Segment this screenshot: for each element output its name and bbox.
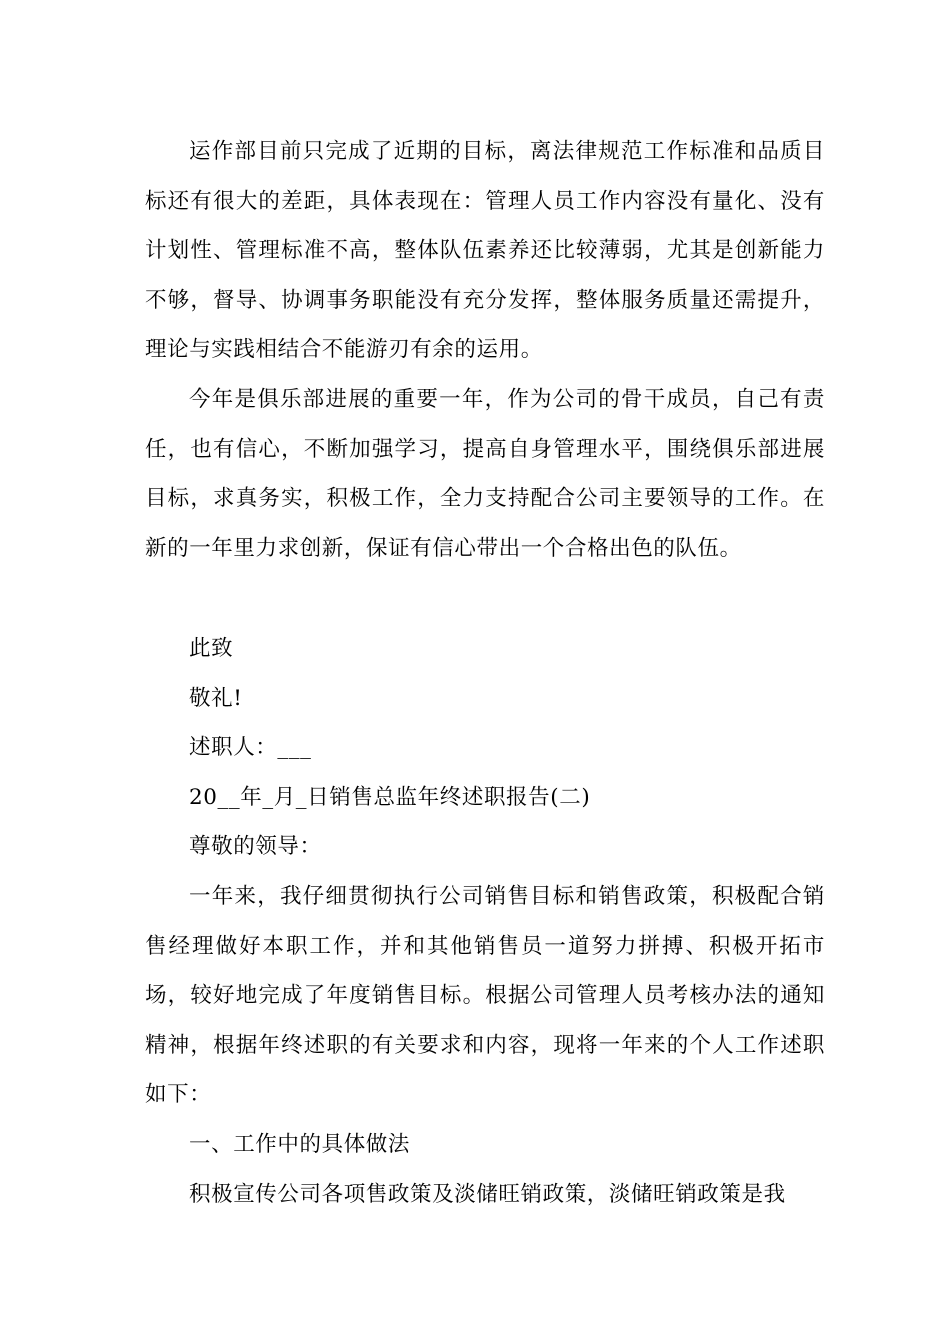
section-heading-1: 一、工作中的具体做法	[189, 1131, 411, 1157]
reporter-line: 述职人：___	[189, 735, 312, 761]
paragraph-policy-promotion: 积极宣传公司各项售政策及淡储旺销政策，淡储旺销政策是我	[189, 1181, 786, 1207]
paragraph-year-summary: 一年来，我仔细贯彻执行公司销售目标和销售政策，积极配合销售经理做好本职工作，并和其他销售员一道努力拼搏、积极开拓市场，较好地完成了年度销售目标。根据公司管理人员考核办法的通知精神，根据年终述职的有关要求和内容，现将一年来的个人工作述职如下：	[145, 883, 825, 1108]
regards-line: 敬礼!	[189, 685, 243, 711]
report-title-line: 20__年_月_日销售总监年终述职报告(二)	[189, 784, 591, 810]
greeting-line: 尊敬的领导：	[189, 834, 322, 860]
salutation-line: 此致	[189, 636, 234, 661]
closing-and-second-report	[145, 624, 825, 1219]
report-body-top	[145, 127, 825, 573]
paragraph-commitment: 今年是俱乐部进展的重要一年，作为公司的骨干成员，自己有责任，也有信心，不断加强学习，提高自身管理水平，围绕俱乐部进展目标，求真务实，积极工作，全力支持配合公司主要领导的工作。在新的一年里力求创新，保证有信心带出一个合格出色的队伍。	[145, 386, 825, 561]
paragraph-shortcomings: 运作部目前只完成了近期的目标，离法律规范工作标准和品质目标还有很大的差距，具体表现在：管理人员工作内容没有量化、没有计划性、管理标准不高，整体队伍素养还比较薄弱，尤其是创新能力不够，督导、协调事务职能没有充分发挥，整体服务质量还需提升，理论与实践相结合不能游刃有余的运用。	[145, 139, 825, 363]
